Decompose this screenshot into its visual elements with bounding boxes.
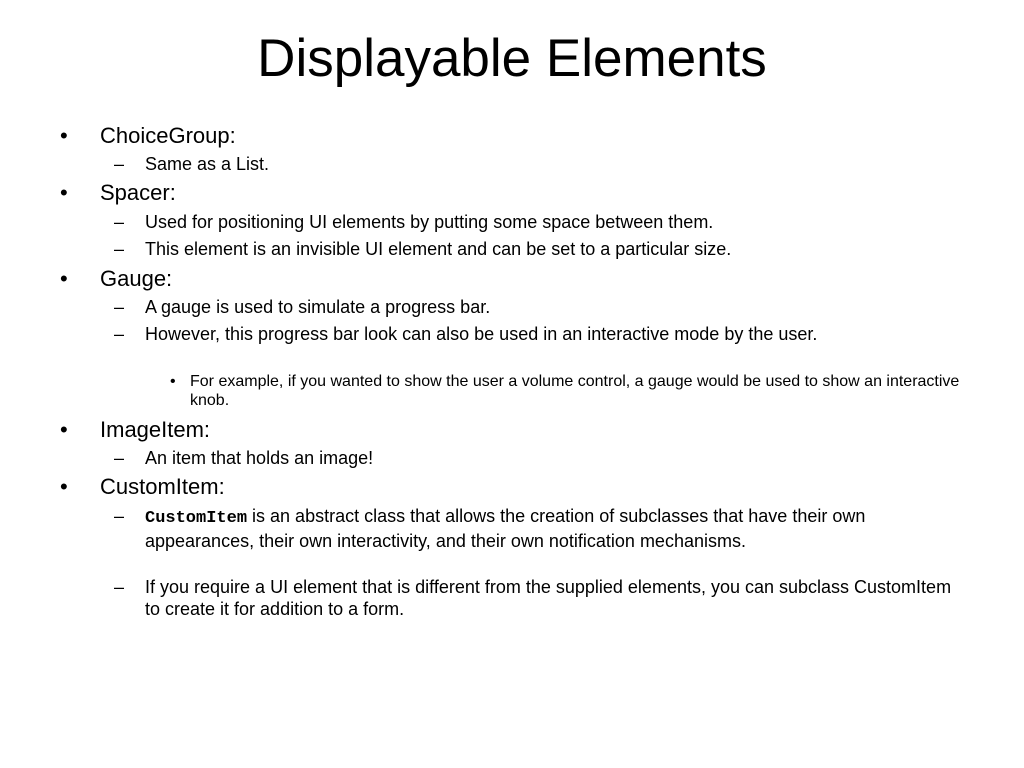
sub-item-text [145, 505, 960, 552]
bullet-marker: • [60, 180, 68, 205]
dash-marker: – [114, 239, 125, 259]
sub-sub-item-text: For example, if you wanted to show the user a volume control, a gauge would be used to show an interactive knob. [190, 373, 960, 409]
sub-item-text: An item that holds an image! [145, 448, 374, 468]
item-label: Spacer: [100, 180, 176, 205]
dash-marker: – [114, 324, 125, 344]
code-term: CustomItem [145, 509, 248, 528]
slide-title: Displayable Elements [257, 29, 767, 88]
bullet-marker: • [60, 123, 68, 148]
sub-item-text: However, this progress bar look can also be used in an interactive mode by the user. [145, 324, 818, 344]
item-label: ChoiceGroup: [100, 123, 236, 148]
dash-marker: – [114, 154, 125, 174]
item-label: CustomItem: [100, 474, 225, 499]
item-label: Gauge: [100, 266, 173, 291]
sub-item-text: If you require a UI element that is different from the supplied elements, you can subclass CustomItem to create it for addition to a form. [145, 577, 952, 619]
item-label: ImageItem: [100, 417, 211, 442]
dash-marker: – [114, 577, 125, 597]
sub-item-text: Same as a List. [145, 154, 270, 174]
sub-item-text-rest: is an abstract class that allows the creation of subclasses that have their own appearances, their own interactivity, and their own notification mechanisms. [145, 506, 866, 551]
bullet-marker: • [60, 474, 68, 499]
sub-item-text: A gauge is used to simulate a progress bar. [145, 297, 491, 317]
dash-marker: – [114, 297, 125, 317]
dash-marker: – [114, 448, 125, 468]
bullet-marker: • [170, 373, 176, 390]
bullet-marker: • [60, 417, 68, 442]
sub-item-text: This element is an invisible UI element and can be set to a particular size. [145, 239, 732, 259]
bullet-marker: • [60, 266, 68, 291]
dash-marker: – [114, 506, 125, 526]
sub-item-text: Used for positioning UI elements by putting some space between them. [145, 212, 714, 232]
dash-marker: – [114, 212, 125, 232]
